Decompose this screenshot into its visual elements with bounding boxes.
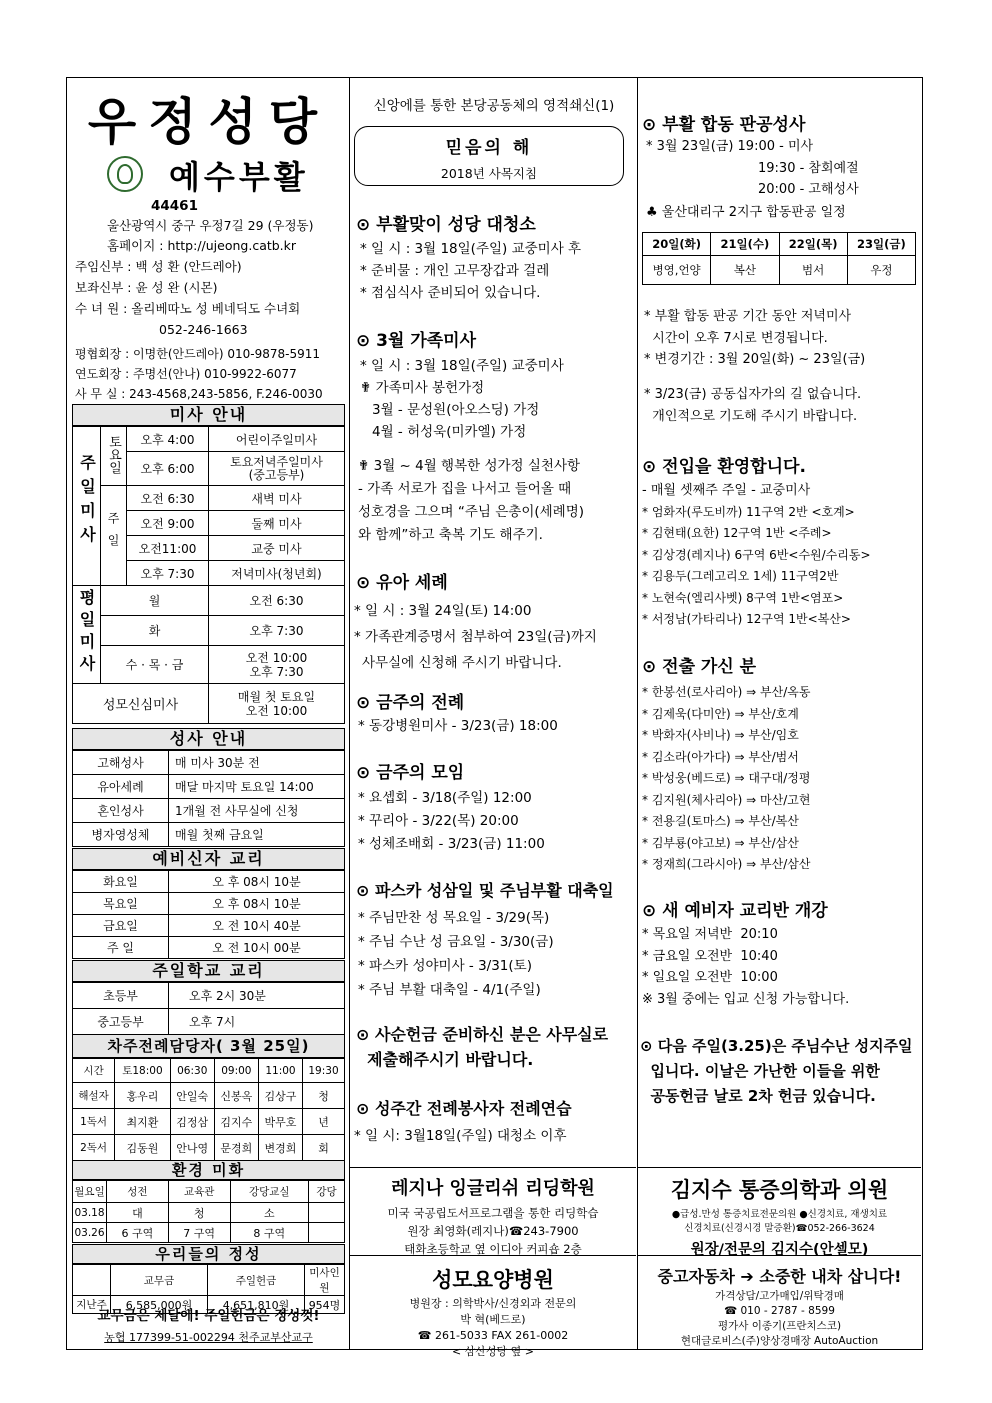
offering-header: 교무금 <box>111 1265 208 1296</box>
penance-parish: 병영,언양 <box>643 256 711 285</box>
year-box <box>354 126 624 186</box>
cleaning-cell: 소 <box>230 1203 308 1223</box>
section-family-mass-body: * 일 시 : 3월 18일(주일) 교중미사 ✟ 가족미사 봉헌가정 3월 - 문성원(아오스딩) 가정 4월 - 허성욱(미카엘) 가정 <box>360 358 564 440</box>
homepage-link[interactable]: 홈페이지 : http://ujeong.catb.kr <box>107 238 297 253</box>
duty-cell: 신봉옥 <box>214 1083 258 1109</box>
left-column <box>67 78 350 1349</box>
address: 울산광역시 중구 우정7길 29 (우정동) <box>107 218 314 233</box>
sunday-school-table <box>72 982 345 1035</box>
duty-cell: 최지환 <box>115 1109 171 1135</box>
section-easter-triduum-body: * 주님만찬 성 목요일 - 3/29(목) * 주님 수난 성 금요일 - 3/30(금) * 파스카 성야미사 - 3/31(토) * 주님 부활 대축일 - 4/1(주일) <box>358 910 554 998</box>
section-liturgy-week-body: * 동강병원미사 - 3/23(금) 18:00 <box>358 718 558 734</box>
penance-day: 21일(수) <box>711 233 779 256</box>
parish-logo-icon <box>107 156 143 192</box>
school-time: 오후 2시 30분 <box>169 983 345 1009</box>
duty-cell: 홍우리 <box>115 1083 171 1109</box>
mass-name: 어린이주일미사 <box>209 427 345 452</box>
weekday-time: 오전 10:00 오후 7:30 <box>209 646 345 684</box>
sacrament-info: 1개월 전 사무실에 신청 <box>169 799 345 823</box>
marian-mass-label: 성모신심미사 <box>73 684 209 724</box>
class-time: 오 전 10시 00분 <box>169 937 345 959</box>
parish-subtitle: 예수부활 <box>169 158 309 196</box>
section-meetings-body: * 요셉회 - 3/18(주일) 12:00 * 꾸리아 - 3/22(목) 20:00 * 성체조배회 - 3/23(금) 11:00 <box>358 790 545 852</box>
section-infant-baptism-body: * 일 시 : 3월 24일(토) 14:00 * 가족관계증명서 첨부하여 23일(금)까지 사무실에 신청해 주시기 바랍니다. <box>354 603 597 671</box>
penance-schedule-caption: ♣ 울산대리구 2지구 합동판공 일정 <box>646 205 846 220</box>
penance-parish: 우정 <box>847 256 915 285</box>
offering-title: 우리들의 정성 <box>72 1244 345 1264</box>
offering-header: 주일헌금 <box>208 1265 305 1296</box>
offering-cell: 4,651,810원 <box>208 1296 305 1314</box>
section-holy-week-rehearsal: ⊙ 성주간 전례봉사자 전례연습 <box>356 1099 572 1118</box>
duty-cell: 1독서 <box>73 1109 115 1135</box>
stations-note: * 3/23(금) 공동십자가의 길 없습니다. 개인적으로 기도해 주시기 바랍니다. <box>644 387 862 424</box>
duty-header: 시간 <box>73 1059 115 1083</box>
cleaning-header: 강당교실 <box>230 1181 308 1203</box>
class-time: 오 전 10시 40분 <box>169 915 345 937</box>
sacrament-name: 고해성사 <box>73 751 169 775</box>
postcode: 44461 <box>151 198 198 214</box>
section-infant-baptism: ⊙ 유아 세례 <box>356 573 448 593</box>
weekday-time: 오전 6:30 <box>209 586 345 616</box>
mass-name: 토요저녁주일미사 (중고등부) <box>209 452 345 486</box>
cleaning-cell: 8 구역 <box>230 1223 308 1243</box>
liturgy-duty-table <box>72 1058 345 1161</box>
sacrament-info: 매 미사 30분 전 <box>169 751 345 775</box>
office-phone: 사 무 실 : 243-4568,243-5856, F.246-0030 <box>75 387 323 401</box>
ad-clinic-title: 김지수 통증의학과 의원 <box>670 1178 889 1202</box>
duty-cell: 박무호 <box>258 1109 302 1135</box>
sacrament-info: 매월 첫째 금요일 <box>169 823 345 847</box>
pastoral-caption: 신앙에를 통한 본당공동체의 영적쇄신(1) <box>373 98 615 114</box>
section-new-catechumen: ⊙ 새 예비자 교리반 개강 <box>642 901 828 921</box>
parish-title: 우정성당 <box>87 93 330 151</box>
weekday-day: 화 <box>101 616 209 646</box>
right-column <box>638 78 921 1349</box>
section-welcome-body: - 매월 셋째주 주일 - 교중미사 * 엄화자(루도비까) 11구역 2반 <호계> * 김현태(요한) 12구역 1반 <주례> * 김상경(레지나) 6구역 6반<수원/수리동> * 김용두(그레고리오 1세) 11구역2반 * 노현숙(엘리사벳) 8구역 1반<염포> * 서정남(가타리나) 12구역 1반<복산> <box>642 483 871 626</box>
duty-cell: 해설자 <box>73 1083 115 1109</box>
duty-header: 06:30 <box>170 1059 214 1083</box>
cleaning-cell: 청 <box>168 1203 230 1223</box>
catechumen-table <box>72 870 345 959</box>
ad-used-cars: 중고자동차 ➔ 소중한 내차 삽니다! 가격상담/고가매입/위탁경매 ☎ 010 - 2787 - 8599 평가사 이종기(프란치스코) 현대글로비스(주)양상경매장 AutoAuction <box>638 1255 921 1349</box>
class-day: 금요일 <box>73 915 169 937</box>
penance-notes: * 부활 합동 판공 기간 동안 저녁미사 시간이 오후 7시로 변경됩니다. * 변경기간 : 3월 20일(화) ~ 23일(금) <box>644 309 866 367</box>
mass-name: 저녁미사(청년회) <box>209 561 345 586</box>
year-subtitle: 2018년 사목지침 <box>440 166 538 181</box>
duty-cell: 김지수 <box>214 1109 258 1135</box>
section-cleaning: ⊙ 부활맞이 성당 대청소 <box>356 215 536 235</box>
class-time: 오 후 08시 10분 <box>169 893 345 915</box>
class-day: 목요일 <box>73 893 169 915</box>
section-new-catechumen-body: * 목요일 저녁반 20:10 * 금요일 오전반 10:40 * 일요일 오전반 10:00 ※ 3월 중에는 입교 신청 가능합니다. <box>642 927 850 1007</box>
cleaning-table <box>72 1180 345 1243</box>
offering-header <box>73 1265 111 1296</box>
council-chair: 평협회장 : 이명한(안드레아) 010-9878-5911 <box>75 347 321 361</box>
penance-day: 20일(화) <box>643 233 711 256</box>
ad-clinic-director: 원장/전문의 김지수(안셀모) <box>690 1242 869 1258</box>
cleaning-cell: 6 구역 <box>107 1223 169 1243</box>
duty-cell: 2독서 <box>73 1135 115 1161</box>
convent-phone: 052-246-1663 <box>159 322 248 337</box>
sacrament-name: 유아세례 <box>73 775 169 799</box>
cleaning-cell: 7 구역 <box>168 1223 230 1243</box>
section-penance: ⊙ 부활 합동 판공성사 <box>642 115 806 135</box>
cleaning-title: 환경 미화 <box>72 1160 345 1180</box>
sacrament-name: 혼인성사 <box>73 799 169 823</box>
section-meetings: ⊙ 금주의 모임 <box>356 763 465 783</box>
sacraments-title: 성사 안내 <box>72 728 345 750</box>
duty-cell: 김동원 <box>115 1135 171 1161</box>
section-transfer-out-body: * 한봉선(로사리아) ⇒ 부산/옥동 * 김제욱(다미안) ⇒ 부산/호계 * 박화자(사비나) ⇒ 부산/임호 * 김소라(아가다) ⇒ 부산/범서 * 박성웅(베드로) ⇒ 대구대/정평 * 김지원(체사리아) ⇒ 마산/고현 * 전용길(토마스) ⇒ 부산/복산 * 김부룡(야고보) ⇒ 부산/삼산 * 정재희(그라시아) ⇒ 부산/삼산 <box>642 685 811 871</box>
section-transfer-out: ⊙ 전출 가신 분 <box>642 657 757 677</box>
section-cleaning-body: * 일 시 : 3월 18일(주일) 교중미사 후 * 준비물 : 개인 고무장갑과 걸레 * 점심식사 준비되어 있습니다. <box>360 241 582 301</box>
offering-slogan: 교무금은 제달에! 주일헌금은 정성껏! <box>97 1308 320 1324</box>
duty-cell: 김상구 <box>258 1083 302 1109</box>
mass-guide-table <box>72 426 345 724</box>
cleaning-header: 교육관 <box>168 1181 230 1203</box>
section-family-practice: ✟ 3월 ~ 4월 행복한 성가정 실천사항 - 가족 서로가 집을 나서고 들어올 때 성호경을 그으며 “주님 은총이(세례명) 와 함께”하고 축복 기도 해주기. <box>358 458 585 543</box>
school-time: 오후 7시 <box>169 1009 345 1035</box>
cleaning-header: 성전 <box>107 1181 169 1203</box>
ad-pain-clinic: 김지수 통증의학과 의원 ●급성.만성 통증치료전문의원 ●신경치료, 재생치료 신경치료(신경시경 말증환)☎052-266-3624 원장/전문의 김지수(안셀모) <box>638 1167 921 1255</box>
mass-time: 오후 7:30 <box>127 561 209 586</box>
sacrament-info: 매달 마지막 토요일 14:00 <box>169 775 345 799</box>
school-grade: 중고등부 <box>73 1009 169 1035</box>
duty-cell: 청 <box>303 1083 345 1109</box>
liturgy-duty-title: 차주전례담당자( 3월 25일) <box>72 1034 345 1058</box>
mass-time: 오전 6:30 <box>127 486 209 511</box>
duty-header: 09:00 <box>214 1059 258 1083</box>
saturday-label: 토요일 <box>101 427 127 486</box>
mass-name: 교중 미사 <box>209 536 345 561</box>
duty-cell: 문경희 <box>214 1135 258 1161</box>
convent: 수 녀 원 : 올리베따노 성 베네딕도 수녀회 <box>75 301 301 316</box>
weekday-time: 오후 7:30 <box>209 616 345 646</box>
ad-reading-academy: 레지나 잉글리쉬 리딩학원 미국 국공립도서프로그램을 통한 리딩학습 원장 최영화(레지나)☎243-7900 태화초등학교 옆 이디아 커피숍 2층 <box>350 1167 636 1255</box>
section-lent-offering: ⊙ 사순헌금 준비하신 분은 사무실로 제출해주시기 바랍니다. <box>356 1025 609 1069</box>
women-chair: 연도회장 : 주명선(안나) 010-9922-6077 <box>75 367 297 381</box>
class-time: 오 후 08시 10분 <box>169 871 345 893</box>
mass-time: 오전11:00 <box>127 536 209 561</box>
duty-cell: 안일숙 <box>170 1083 214 1109</box>
duty-cell: 안나영 <box>170 1135 214 1161</box>
ad-cars-title: 중고자동차 ➔ 소중한 내차 삽니다! <box>657 1267 902 1286</box>
mass-name: 새벽 미사 <box>209 486 345 511</box>
offering-header: 미사인원 <box>305 1265 345 1296</box>
duty-cell: 변경희 <box>258 1135 302 1161</box>
bank-account: 농협 177399-51-002294 천주교부산교구 <box>104 1331 313 1344</box>
cleaning-cell <box>309 1203 345 1223</box>
cleaning-cell <box>309 1223 345 1243</box>
cleaning-header: 강당 <box>309 1181 345 1203</box>
sacraments-table <box>72 750 345 847</box>
year-title: 믿음의 해 <box>445 138 533 158</box>
mass-name: 둘째 미사 <box>209 511 345 536</box>
class-day: 주 일 <box>73 937 169 959</box>
duty-header: 토18:00 <box>115 1059 171 1083</box>
ad-hospital-title: 성모요양병원 <box>432 1268 554 1292</box>
cleaning-header: 월요일 <box>73 1181 107 1203</box>
cleaning-cell: 03.18 <box>73 1203 107 1223</box>
offering-cell: 지난주 <box>73 1296 111 1314</box>
marian-mass-time: 매월 첫 토요일 오전 10:00 <box>209 684 345 724</box>
offering-cell: 6,585,000원 <box>111 1296 208 1314</box>
duty-cell: 회 <box>303 1135 345 1161</box>
bulletin-page <box>66 77 923 1358</box>
penance-parish: 복산 <box>711 256 779 285</box>
section-liturgy-week: ⊙ 금주의 전례 <box>356 693 465 713</box>
section-holy-week-rehearsal-body: * 일 시: 3월18일(주일) 대청소 이후 <box>354 1128 567 1144</box>
pastor: 주임신부 : 백 성 환 (안드레아) <box>75 259 242 274</box>
duty-header: 19:30 <box>303 1059 345 1083</box>
penance-parish: 범서 <box>779 256 847 285</box>
duty-header: 11:00 <box>258 1059 302 1083</box>
section-penance-body: * 3월 23일(금) 19:00 - 미사 19:30 - 참회예절 20:00 - 고해성사 <box>646 139 859 197</box>
section-family-mass: ⊙ 3월 가족미사 <box>356 331 477 351</box>
section-welcome: ⊙ 전입을 환영합니다. <box>642 457 806 477</box>
cleaning-cell: 03.26 <box>73 1223 107 1243</box>
penance-schedule-table <box>642 232 916 285</box>
offering-cell: 954명 <box>305 1296 345 1314</box>
weekday-mass-label: 평일미사 <box>73 586 101 684</box>
weekday-day: 월 <box>101 586 209 616</box>
ad-nursing-hospital: 성모요양병원 병원장 : 의학박사/신경외과 전문의 박 혁(베드로) ☎ 261-5033 FAX 261-0002 < 삼산성당 옆 > <box>350 1255 636 1349</box>
duty-cell: 김정삼 <box>170 1109 214 1135</box>
ad-reading-title: 레지나 잉글리쉬 리딩학원 <box>391 1178 595 1199</box>
weekday-day: 수 · 목 · 금 <box>101 646 209 684</box>
mass-guide-title: 미사 안내 <box>72 404 345 426</box>
middle-column <box>350 78 638 1358</box>
mass-time: 오후 6:00 <box>127 452 209 486</box>
catechumen-title: 예비신자 교리 <box>72 848 345 870</box>
duty-cell: 년 <box>303 1109 345 1135</box>
mass-time: 오전 9:00 <box>127 511 209 536</box>
school-grade: 초등부 <box>73 983 169 1009</box>
penance-day: 23일(금) <box>847 233 915 256</box>
sunday-school-title: 주일학교 교리 <box>72 960 345 982</box>
class-day: 화요일 <box>73 871 169 893</box>
sunday-label: 주일 <box>101 486 127 586</box>
cleaning-cell: 대 <box>107 1203 169 1223</box>
section-easter-triduum: ⊙ 파스카 성삼일 및 주님부활 대축일 <box>356 881 614 900</box>
sacrament-name: 병자영성체 <box>73 823 169 847</box>
penance-day: 22일(목) <box>779 233 847 256</box>
sunday-mass-label: 주일미사 <box>73 427 101 586</box>
mass-time: 오후 4:00 <box>127 427 209 452</box>
section-palm-sunday: ⊙ 다음 주일(3.25)은 주님수난 성지주일 입니다. 이날은 가난한 이들을 위한 공동헌금 날로 2차 헌금 있습니다. <box>640 1037 913 1105</box>
assistant-pastor: 보좌신부 : 윤 성 완 (시몬) <box>75 280 218 295</box>
